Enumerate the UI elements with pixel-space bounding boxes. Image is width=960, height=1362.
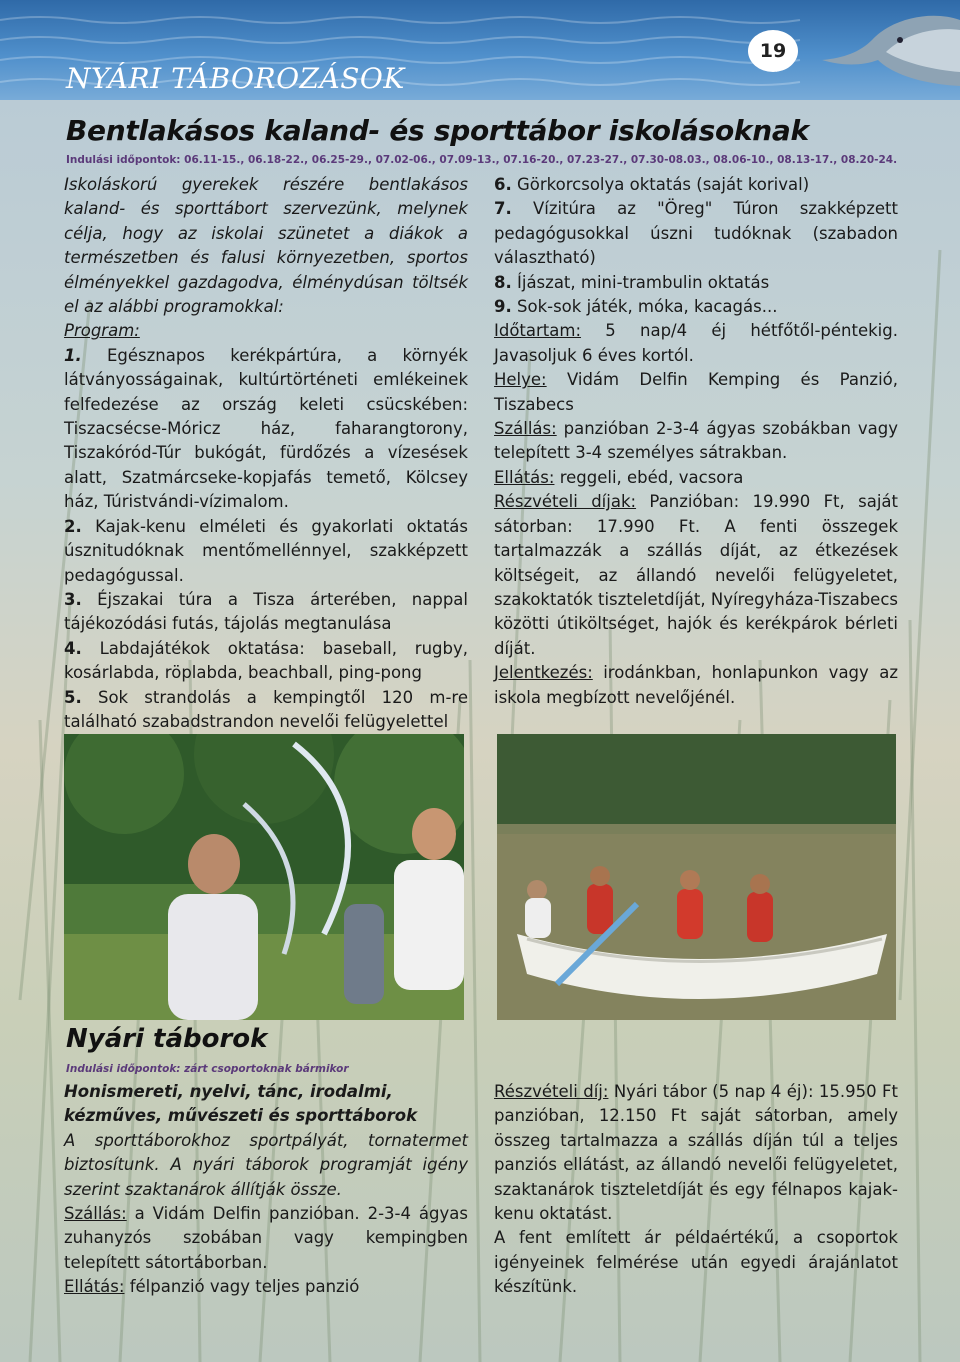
camp2-fee: Részvételi díj: Nyári tábor (5 nap 4 éj): 15.950 Ft panzióban, 12.150 Ft saját sátorban, amely összeg tartalmazza a szállás díján túl a teljes panziós ellátást, az állandó nevelői felügyeletet, szaktanárok tiszteletdíját és egy félnapos kajak-kenu oktatást. [494, 1082, 898, 1224]
detail-accommodation: Szállás: panzióban 2-3-4 ágyas szobákban vagy telepített 3-4 személyes sátrakban. [494, 419, 898, 463]
camp2-note: A fent említett ár példaértékű, a csoportok igényeinek felmérése után egyedi árajánlatot készítünk. [494, 1228, 898, 1297]
program-item: 4. Labdajátékok oktatása: baseball, rugby, kosárlabda, röplabda, beachball, ping-pong [64, 638, 468, 683]
program-item: 7. Vízitúra az "Öreg" Túron szakképzett pedagógusokkal úszni tudóknak (szabadon választható) [494, 199, 898, 268]
detail-location: Helye: Vidám Delfin Kemping és Panzió, Tiszabecs [494, 370, 898, 414]
program-item: 5. Sok strandolás a kempingtől 120 m-re található szabadstrandon nevelői felügyelettel [64, 687, 468, 731]
program-item: 8. Íjászat, mini-trambulin oktatás [494, 272, 770, 292]
canoe-photo [497, 734, 896, 1020]
camp2-intro: A sporttáborokhoz sportpályát, tornatermet biztosítunk. A nyári táborok programját igény szerint szaktanárok állítják össze. [64, 1130, 468, 1199]
program-item: 3. Éjszakai túra a Tisza árterében, nappal tájékozódási futás, tájolás megtanulása [64, 589, 468, 634]
program-label: Program: [64, 321, 140, 341]
detail-board: Ellátás: reggeli, ebéd, vacsora [494, 467, 744, 487]
camp2-dates: Indulási időpontok: zárt csoportoknak bármikor [66, 1063, 349, 1075]
camp1-right-column [494, 173, 898, 710]
camp2-board: Ellátás: félpanzió vagy teljes panzió [64, 1277, 360, 1297]
section-title: NYÁRI TÁBOROZÁSOK [66, 62, 405, 95]
detail-duration: Időtartam: 5 nap/4 éj hétfőtől-péntekig. Javasoljuk 6 éves kortól. [494, 321, 898, 365]
archery-photo [64, 734, 464, 1020]
dolphin-icon [782, 0, 960, 100]
camp2-subtitle: Honismereti, nyelvi, tánc, irodalmi, kézműves, művészeti és sporttáborok [64, 1082, 418, 1126]
camp1-intro: Iskoláskorú gyerekek részére bentlakásos kaland- és sporttábort szervezünk, melynek célja, hogy az iskolai szünetet a diákok a természetben és falusi környezetben, sportos élményekkel gazdagodva, élménydúsan töltsék el az alábbi programokkal: [64, 175, 468, 317]
detail-registration: Jelentkezés: irodánkban, honlapunkon vagy az iskola megbízott nevelőjénél. [494, 663, 898, 707]
program-item: 2. Kajak-kenu elméleti és gyakorlati oktatás úsznitudóknak mentőmellénnyel, szakképzett pedagógussal. [64, 516, 468, 585]
camp1-title: Bentlakásos kaland- és sporttábor iskolásoknak [66, 114, 809, 147]
program-item: 1. Egésznapos kerékpártúra, a környék látványosságainak, kultúrtörténeti emlékeinek felfedezése az ország keleti csücskében: Tiszacsécse-Móricz ház, faharangtorony, Tiszakóród-Túr bukógát, fürdőzés a vízesések alatt, Szatmárcseke-kopjafás temető, Kölcsey ház, Túristvándi-vízimalom. [64, 345, 468, 512]
camp1-left-column [64, 173, 468, 734]
camp1-dates: Indulási időpontok: 06.11-15., 06.18-22., 06.25-29., 07.02-06., 07.09-13., 07.16-20., 07.23-27., 07.30-08.03., 08.06-10., 08.13-17., 08.20-24. [66, 154, 898, 166]
camp2-accommodation: Szállás: a Vidám Delfin panzióban. 2-3-4 ágyas zuhanyzós szobában vagy kempingben telepített sátortáborban. [64, 1204, 468, 1272]
camp2-left-column [64, 1080, 468, 1300]
page-number: 19 [748, 30, 798, 72]
camp2-title: Nyári táborok [66, 1024, 268, 1054]
program-item: 9. Sok-sok játék, móka, kacagás... [494, 297, 778, 317]
header-band [0, 0, 960, 100]
detail-fees: Részvételi díjak: Panzióban: 19.990 Ft, saját sátorban: 17.990 Ft. A fenti összegek tartalmazzák a szállás díját, az étkezések költségeit, az állandó nevelői felügyeletet, szakoktatók tiszteletdíját, Nyíregyháza-Tiszabecs közötti útiköltséget, hajók és kerékpárok bérleti díját. [494, 492, 898, 658]
program-item: 6. Görkorcsolya oktatás (saját korival) [494, 175, 810, 194]
camp2-right-column [494, 1080, 898, 1300]
